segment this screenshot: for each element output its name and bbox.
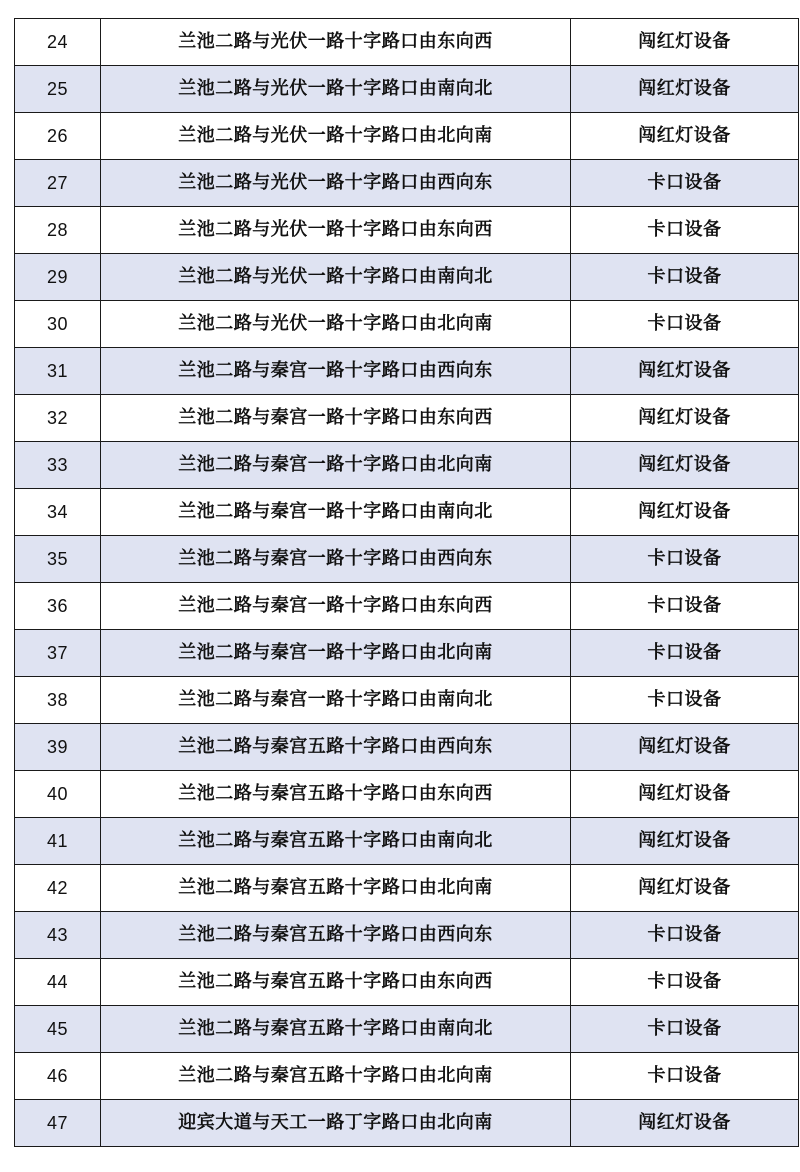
table-row <box>15 630 799 677</box>
table-row <box>15 160 799 207</box>
location-cell: 兰池二路与秦宫一路十字路口由东向西 <box>101 583 571 630</box>
device-type-cell: 闯红灯设备 <box>571 771 799 818</box>
row-number: 47 <box>15 1100 101 1147</box>
table-row <box>15 395 799 442</box>
device-type-cell: 卡口设备 <box>571 207 799 254</box>
table-row <box>15 536 799 583</box>
table-row <box>15 113 799 160</box>
table-row <box>15 677 799 724</box>
device-type-cell: 闯红灯设备 <box>571 66 799 113</box>
location-cell: 兰池二路与光伏一路十字路口由北向南 <box>101 301 571 348</box>
device-type-cell: 卡口设备 <box>571 583 799 630</box>
device-type-cell: 闯红灯设备 <box>571 818 799 865</box>
location-cell: 兰池二路与光伏一路十字路口由东向西 <box>101 19 571 66</box>
device-type-cell: 闯红灯设备 <box>571 442 799 489</box>
row-number: 45 <box>15 1006 101 1053</box>
row-number: 32 <box>15 395 101 442</box>
row-number: 40 <box>15 771 101 818</box>
location-cell: 兰池二路与秦宫五路十字路口由南向北 <box>101 1006 571 1053</box>
table-row <box>15 442 799 489</box>
device-type-cell: 闯红灯设备 <box>571 19 799 66</box>
device-type-cell: 卡口设备 <box>571 959 799 1006</box>
device-type-cell: 闯红灯设备 <box>571 348 799 395</box>
location-cell: 兰池二路与秦宫一路十字路口由南向北 <box>101 489 571 536</box>
location-cell: 兰池二路与秦宫五路十字路口由西向东 <box>101 912 571 959</box>
location-cell: 兰池二路与秦宫一路十字路口由北向南 <box>101 442 571 489</box>
location-cell: 兰池二路与秦宫一路十字路口由南向北 <box>101 677 571 724</box>
row-number: 30 <box>15 301 101 348</box>
row-number: 44 <box>15 959 101 1006</box>
device-type-cell: 卡口设备 <box>571 630 799 677</box>
device-type-cell: 闯红灯设备 <box>571 724 799 771</box>
row-number: 27 <box>15 160 101 207</box>
location-cell: 兰池二路与秦宫五路十字路口由西向东 <box>101 724 571 771</box>
row-number: 28 <box>15 207 101 254</box>
device-type-cell: 闯红灯设备 <box>571 1100 799 1147</box>
location-cell: 兰池二路与秦宫五路十字路口由东向西 <box>101 959 571 1006</box>
device-type-cell: 闯红灯设备 <box>571 865 799 912</box>
location-cell: 兰池二路与秦宫五路十字路口由东向西 <box>101 771 571 818</box>
table-row <box>15 912 799 959</box>
location-cell: 兰池二路与秦宫一路十字路口由西向东 <box>101 348 571 395</box>
location-cell: 兰池二路与光伏一路十字路口由南向北 <box>101 66 571 113</box>
row-number: 33 <box>15 442 101 489</box>
device-type-cell: 闯红灯设备 <box>571 395 799 442</box>
location-cell: 兰池二路与秦宫一路十字路口由西向东 <box>101 536 571 583</box>
device-type-cell: 卡口设备 <box>571 301 799 348</box>
table-row <box>15 254 799 301</box>
device-type-cell: 闯红灯设备 <box>571 113 799 160</box>
device-type-cell: 卡口设备 <box>571 677 799 724</box>
location-cell: 兰池二路与光伏一路十字路口由东向西 <box>101 207 571 254</box>
device-type-cell: 卡口设备 <box>571 160 799 207</box>
table-row <box>15 1006 799 1053</box>
location-cell: 兰池二路与秦宫五路十字路口由南向北 <box>101 818 571 865</box>
row-number: 46 <box>15 1053 101 1100</box>
device-type-cell: 卡口设备 <box>571 1053 799 1100</box>
row-number: 24 <box>15 19 101 66</box>
table-row <box>15 1053 799 1100</box>
table-row <box>15 771 799 818</box>
device-type-cell: 卡口设备 <box>571 1006 799 1053</box>
location-cell: 兰池二路与光伏一路十字路口由西向东 <box>101 160 571 207</box>
location-cell: 兰池二路与光伏一路十字路口由南向北 <box>101 254 571 301</box>
table-row <box>15 583 799 630</box>
row-number: 38 <box>15 677 101 724</box>
table-row <box>15 1100 799 1147</box>
table-row <box>15 865 799 912</box>
location-cell: 兰池二路与秦宫五路十字路口由北向南 <box>101 865 571 912</box>
table-row <box>15 818 799 865</box>
table-row <box>15 301 799 348</box>
location-cell: 兰池二路与秦宫一路十字路口由北向南 <box>101 630 571 677</box>
device-location-table <box>14 18 799 1147</box>
table-row <box>15 19 799 66</box>
row-number: 39 <box>15 724 101 771</box>
device-type-cell: 闯红灯设备 <box>571 489 799 536</box>
row-number: 42 <box>15 865 101 912</box>
row-number: 36 <box>15 583 101 630</box>
device-type-cell: 卡口设备 <box>571 912 799 959</box>
row-number: 26 <box>15 113 101 160</box>
device-type-cell: 卡口设备 <box>571 254 799 301</box>
row-number: 25 <box>15 66 101 113</box>
row-number: 37 <box>15 630 101 677</box>
row-number: 35 <box>15 536 101 583</box>
location-cell: 兰池二路与秦宫一路十字路口由东向西 <box>101 395 571 442</box>
table-row <box>15 959 799 1006</box>
row-number: 43 <box>15 912 101 959</box>
device-type-cell: 卡口设备 <box>571 536 799 583</box>
location-cell: 迎宾大道与天工一路丁字路口由北向南 <box>101 1100 571 1147</box>
location-cell: 兰池二路与光伏一路十字路口由北向南 <box>101 113 571 160</box>
row-number: 34 <box>15 489 101 536</box>
table-body <box>15 19 799 1147</box>
row-number: 41 <box>15 818 101 865</box>
row-number: 29 <box>15 254 101 301</box>
table-row <box>15 348 799 395</box>
table-row <box>15 724 799 771</box>
location-cell: 兰池二路与秦宫五路十字路口由北向南 <box>101 1053 571 1100</box>
table-row <box>15 489 799 536</box>
row-number: 31 <box>15 348 101 395</box>
table-row <box>15 207 799 254</box>
table-row <box>15 66 799 113</box>
